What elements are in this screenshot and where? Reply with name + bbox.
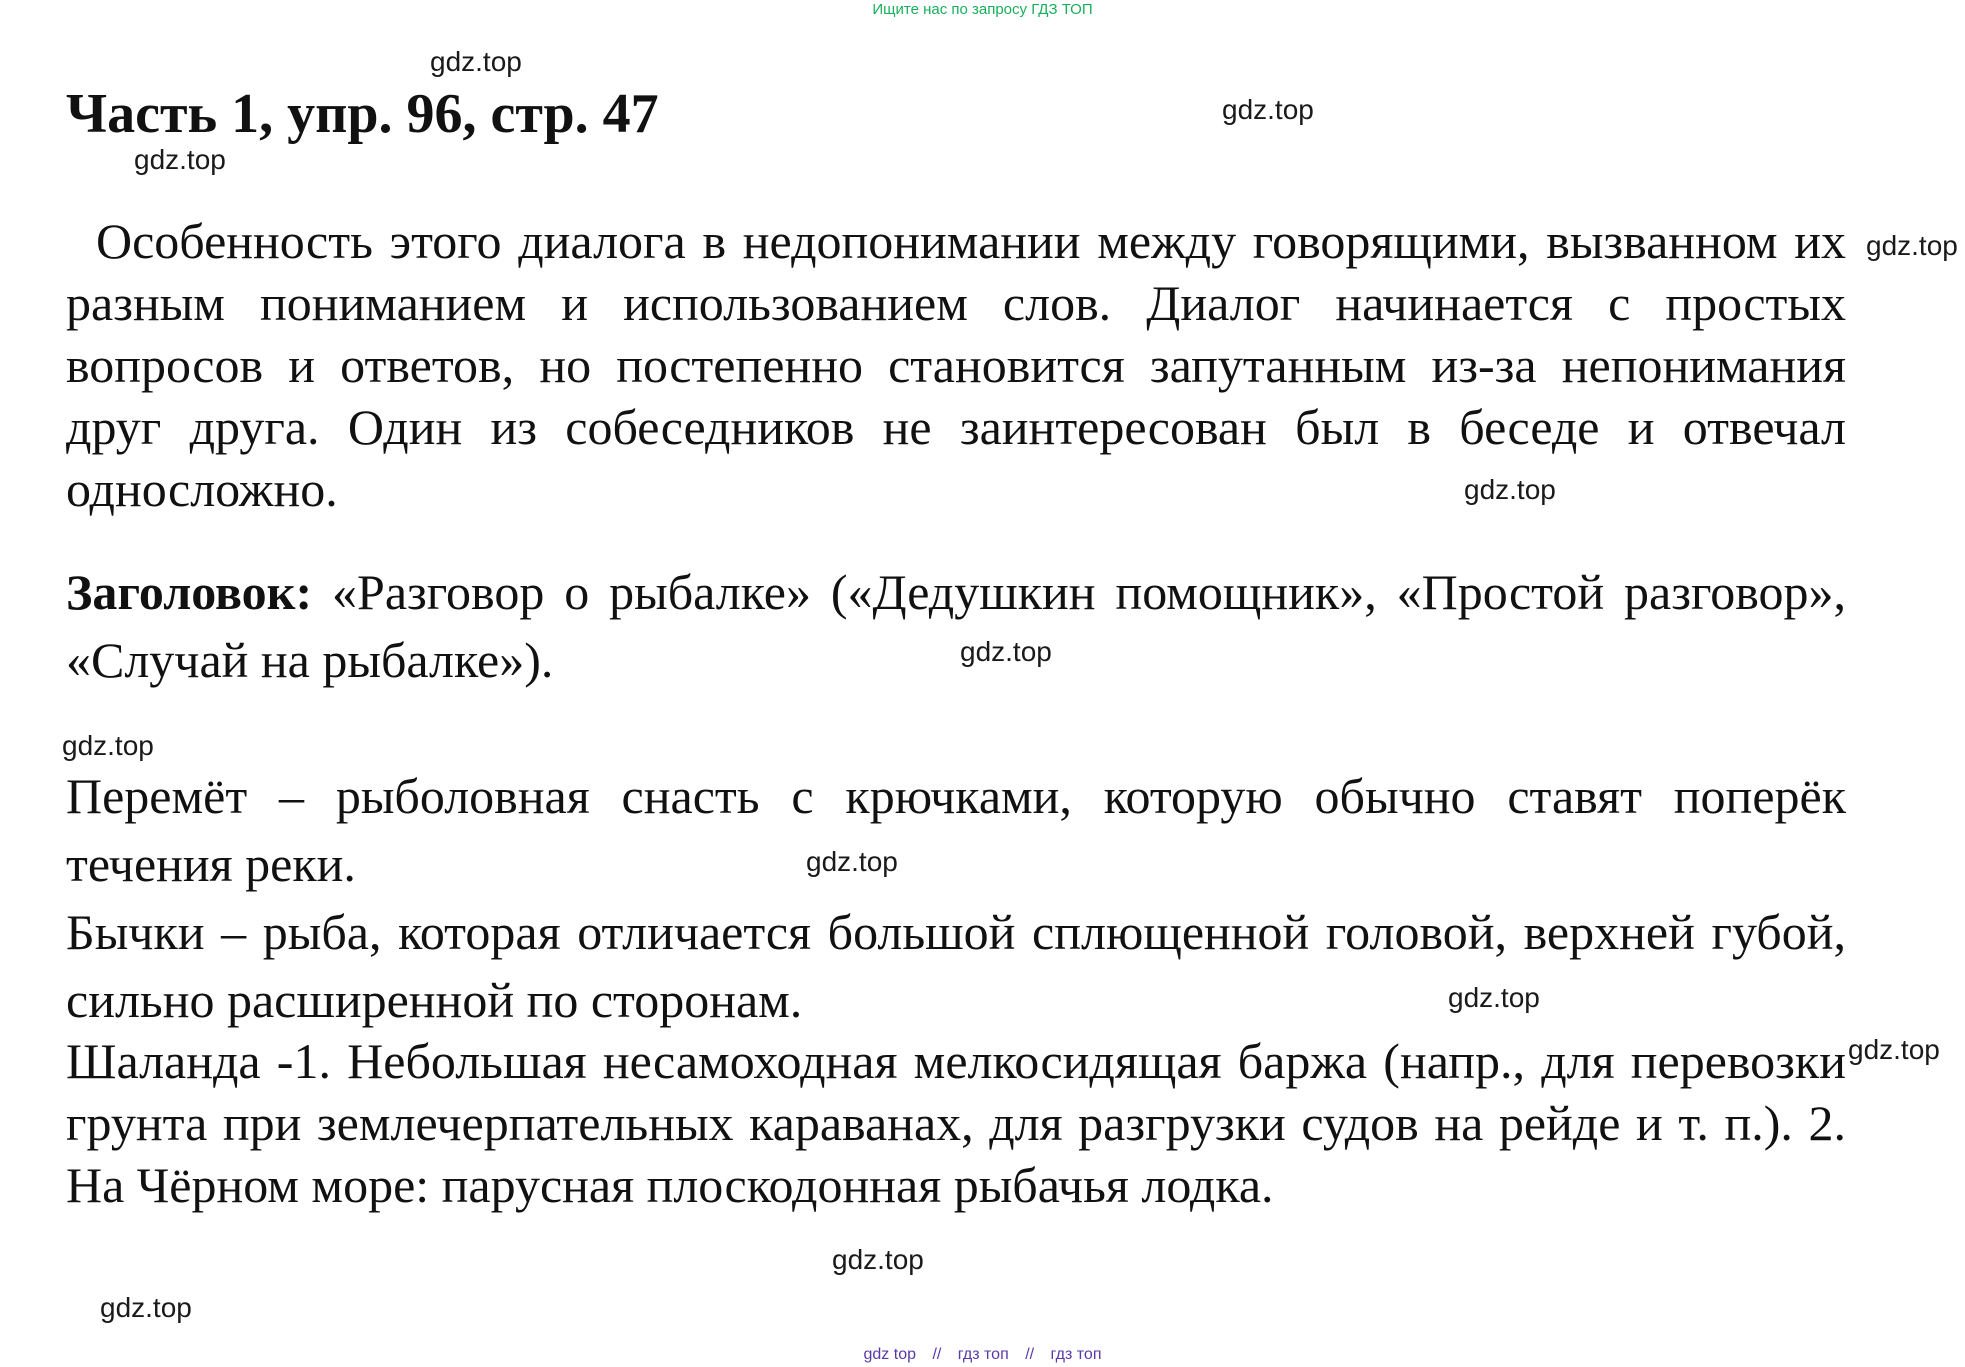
analysis-paragraph: Особенность этого диалога в недопонимании между говорящими, вызванном их разным пониманием и использованием слов. Диалог начинается с простых вопросов и ответов, но постепенно становится запутанным из-за непонимания друг друга. Один из собеседников не заинтересован был в беседе и отвечал односложно. bbox=[66, 213, 1846, 517]
watermark: gdz.top bbox=[806, 846, 898, 877]
heading-text: «Разговор о рыбалке» («Дедушкин помощник», «Простой разговор», «Случай на рыбалке»). bbox=[66, 564, 1846, 688]
watermark: gdz.top bbox=[134, 144, 226, 175]
footer-link[interactable]: гдз топ bbox=[957, 1346, 1009, 1363]
watermark: gdz.top bbox=[100, 1292, 192, 1323]
watermark: gdz.top bbox=[62, 730, 154, 761]
heading-label: Заголовок: bbox=[66, 564, 313, 620]
footer-separator: // bbox=[1025, 1346, 1035, 1363]
watermark: gdz.top bbox=[1222, 94, 1314, 125]
definition-bychki: Бычки – рыба, которая отличается большой сплющенной головой, верхней губой, сильно расширенной по сторонам. bbox=[66, 904, 1846, 1028]
footer-link[interactable]: gdz top bbox=[863, 1346, 916, 1363]
watermark: gdz.top bbox=[1848, 1034, 1940, 1065]
banner-text: Ищите нас по запросу ГДЗ ТОП bbox=[872, 1, 1093, 18]
footer-link[interactable]: гдз топ bbox=[1050, 1346, 1102, 1363]
watermark: gdz.top bbox=[960, 636, 1052, 667]
watermark: gdz.top bbox=[1866, 230, 1958, 261]
footer-links bbox=[0, 1345, 1965, 1365]
footer-separator: // bbox=[932, 1346, 942, 1363]
watermark: gdz.top bbox=[1464, 474, 1556, 505]
watermark: gdz.top bbox=[832, 1244, 924, 1275]
watermark: gdz.top bbox=[430, 46, 522, 77]
heading-paragraph bbox=[66, 558, 1846, 694]
search-banner[interactable] bbox=[0, 0, 1965, 20]
watermark: gdz.top bbox=[1448, 982, 1540, 1013]
page-title: Часть 1, упр. 96, стр. 47 bbox=[66, 83, 659, 145]
definition-shalanda: Шаланда -1. Небольшая несамоходная мелкосидящая баржа (напр., для перевозки грунта при землечерпательных караванах, для разгрузки судов на рейде и т. п.). 2. На Чёрном море: парусная плоскодонная рыбачья лодка. bbox=[66, 1033, 1846, 1213]
definition-peremet: Перемёт – рыболовная снасть с крючками, которую обычно ставят поперёк течения реки. bbox=[66, 768, 1846, 892]
